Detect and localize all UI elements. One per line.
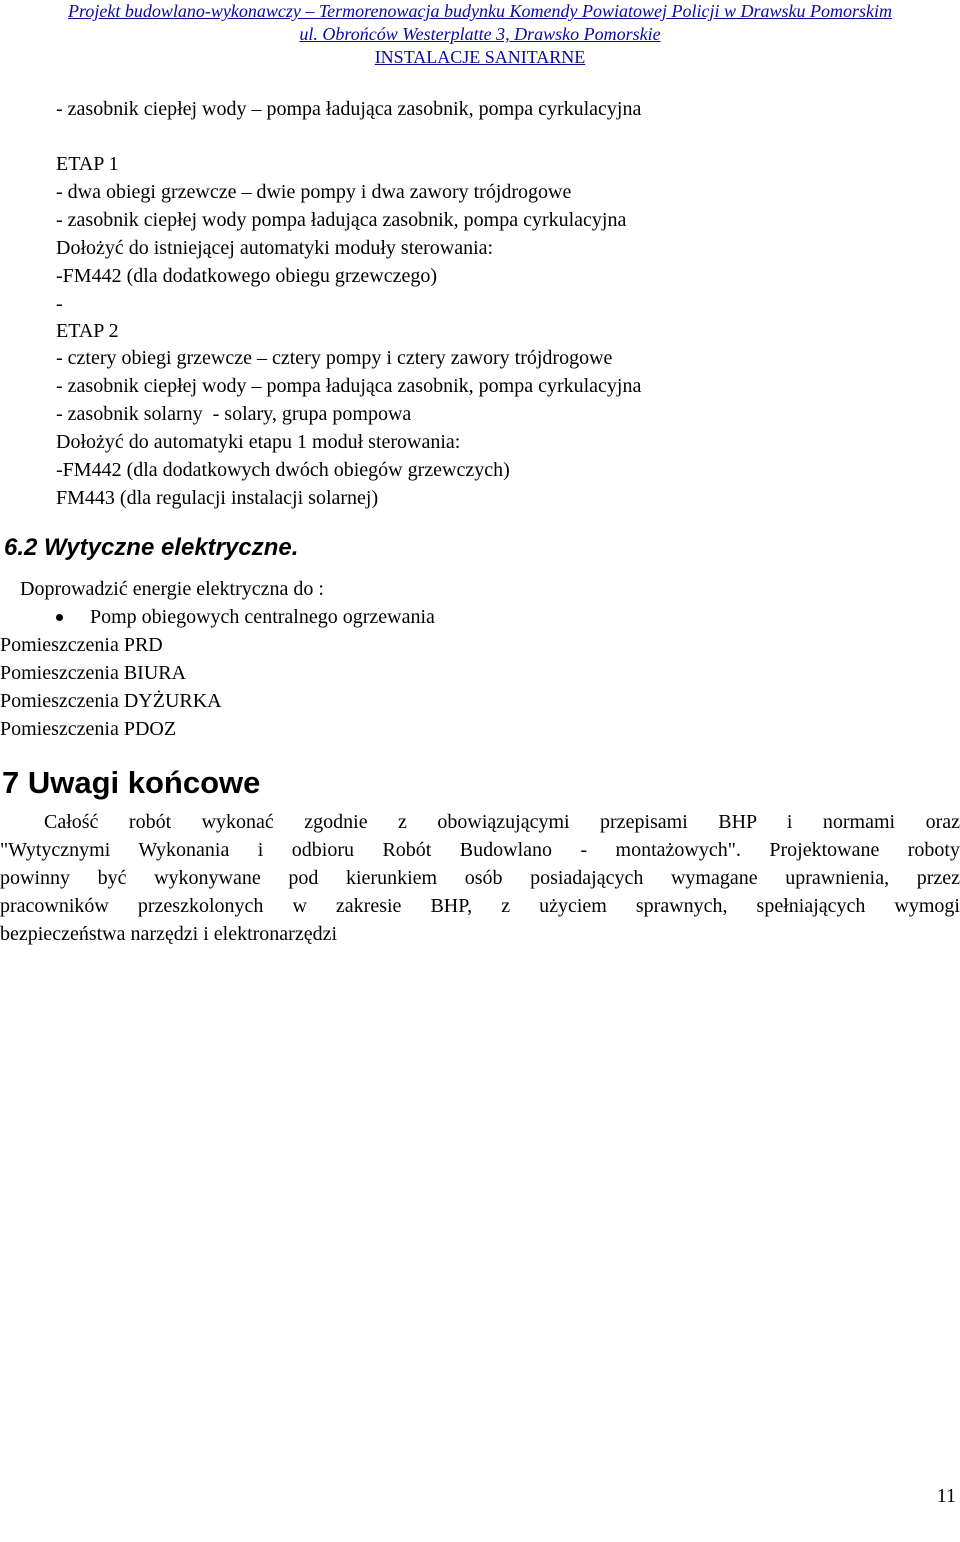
- stage-1-title: ETAP 1: [56, 153, 119, 175]
- text-line: FM443 (dla regulacji instalacji solarnej): [56, 487, 379, 509]
- text-line: -FM442 (dla dodatkowych dwóch obiegów grzewczych): [56, 459, 510, 481]
- paragraph-line: Całość robót wykonać zgodnie z obowiązującymi przepisami BHP i normami oraz: [44, 811, 960, 833]
- room-item: Pomieszczenia DYŻURKA: [0, 690, 222, 712]
- bullet-text: Pomp obiegowych centralnego ogrzewania: [90, 606, 435, 628]
- paragraph-line: "Wytycznymi Wykonania i odbioru Robót Budowlano - montażowych". Projektowane roboty: [0, 839, 960, 861]
- text-line: -FM442 (dla dodatkowego obiegu grzewczego): [56, 265, 437, 287]
- page-header: [0, 0, 960, 69]
- text-line: - cztery obiegi grzewcze – cztery pompy i cztery zawory trójdrogowe: [56, 347, 613, 369]
- paragraph-line: powinny być wykonywane pod kierunkiem osób posiadających wymagane uprawnienia, przez: [0, 867, 960, 889]
- paragraph-line: pracowników przeszkolonych w zakresie BHP, z użyciem sprawnych, spełniających wymogi: [0, 895, 960, 917]
- header-address: ul. Obrońców Westerplatte 3, Drawsko Pomorskie: [299, 24, 661, 44]
- page-number: 11: [936, 1485, 956, 1507]
- section-7-heading: 7 Uwagi końcowe: [2, 765, 261, 800]
- text-line: - zasobnik solarny - solary, grupa pompowa: [56, 403, 412, 425]
- room-item: Pomieszczenia BIURA: [0, 662, 187, 684]
- text-line: - zasobnik ciepłej wody pompa ładująca zasobnik, pompa cyrkulacyjna: [56, 209, 627, 231]
- section-6-2-intro: Doprowadzić energie elektryczna do :: [20, 578, 324, 600]
- text-line: - zasobnik ciepłej wody – pompa ładująca zasobnik, pompa cyrkulacyjna: [56, 375, 642, 397]
- text-line: - dwa obiegi grzewcze – dwie pompy i dwa zawory trójdrogowe: [56, 181, 572, 203]
- room-item: Pomieszczenia PDOZ: [0, 718, 177, 740]
- header-section: INSTALACJE SANITARNE: [374, 47, 586, 67]
- text-line: -: [56, 293, 63, 315]
- header-project-title: Projekt budowlano-wykonawczy – Termorenowacja budynku Komendy Powiatowej Policji w Drawsku Pomorskim: [68, 1, 892, 21]
- section-6-2-heading: 6.2 Wytyczne elektryczne.: [4, 534, 299, 561]
- text-line: - zasobnik ciepłej wody – pompa ładująca zasobnik, pompa cyrkulacyjna: [56, 98, 642, 120]
- text-line: Dołożyć do istniejącej automatyki moduły sterowania:: [56, 237, 494, 259]
- room-item: Pomieszczenia PRD: [0, 634, 163, 656]
- paragraph-line: bezpieczeństwa narzędzi i elektronarzędzi: [0, 923, 338, 945]
- stage-2-title: ETAP 2: [56, 320, 119, 342]
- section-7-paragraph: [0, 808, 960, 948]
- text-line: Dołożyć do automatyki etapu 1 moduł sterowania:: [56, 431, 461, 453]
- bullet-icon: [56, 614, 63, 621]
